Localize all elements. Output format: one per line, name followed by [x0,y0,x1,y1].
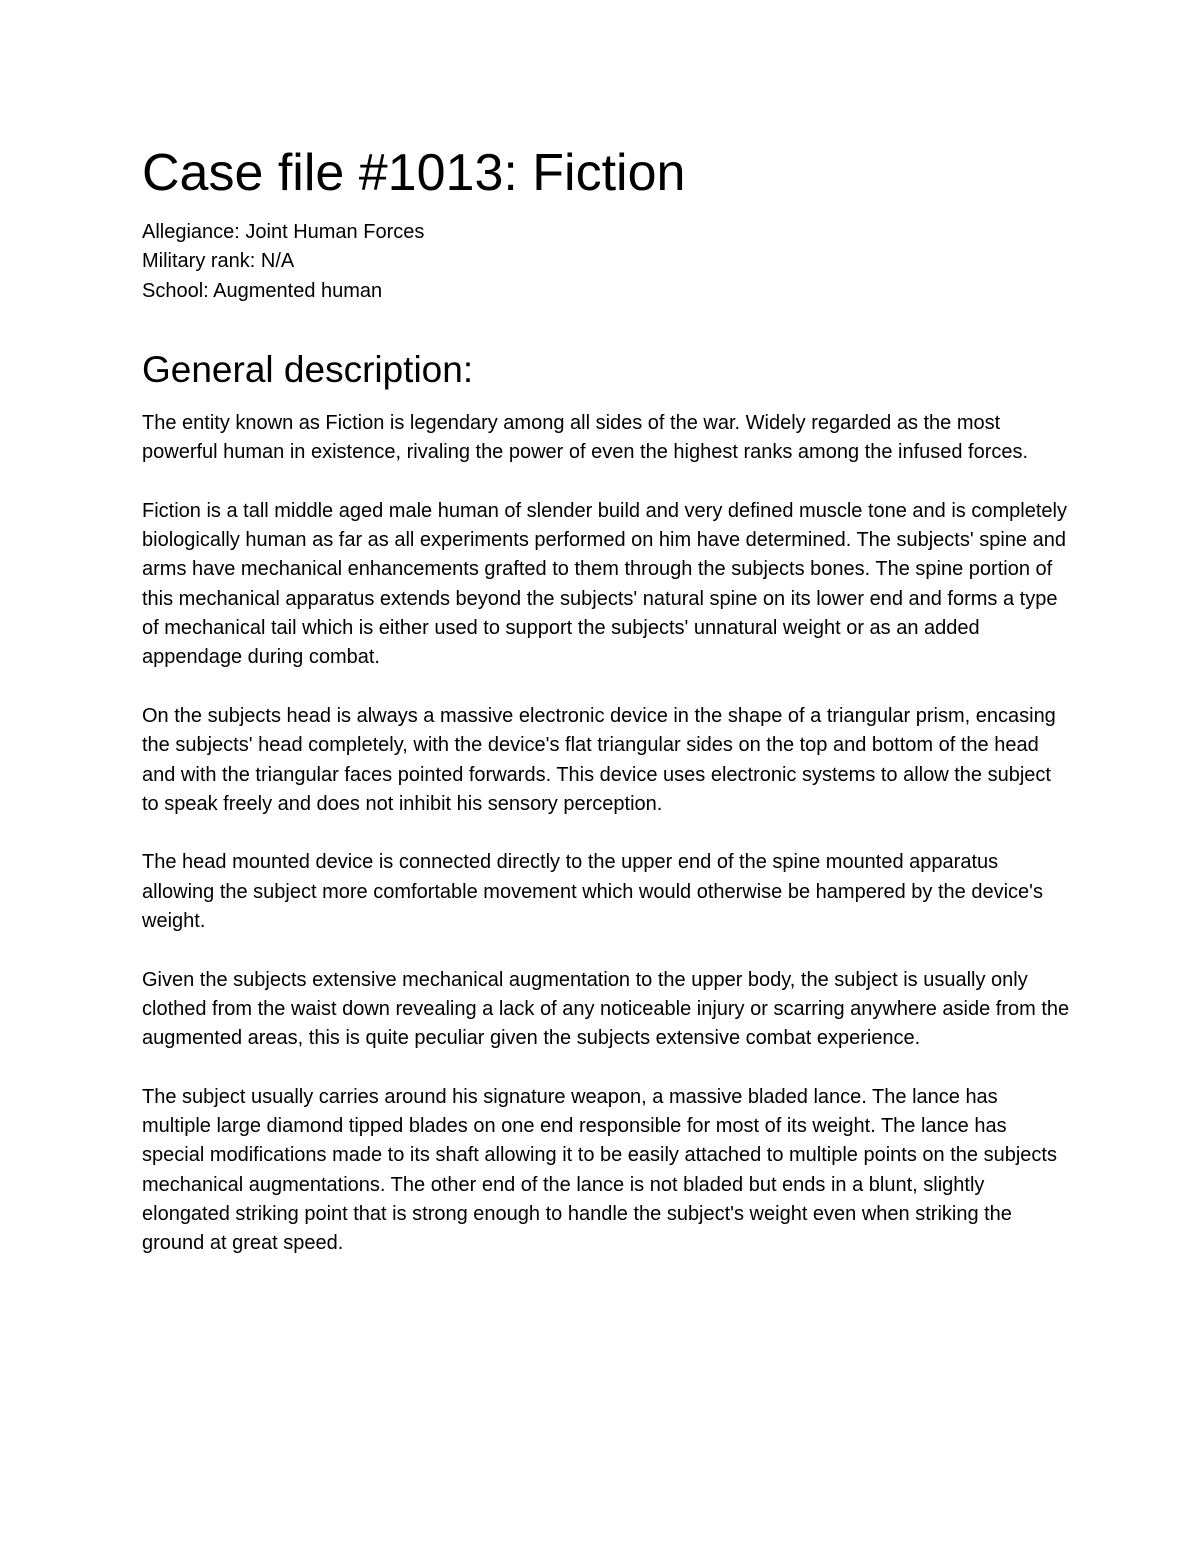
meta-allegiance: Allegiance: Joint Human Forces [142,221,425,243]
paragraph-5: Given the subjects extensive mechanical augmentation to the upper body, the subject is usually only clothed from the waist down revealing a lack of any noticeable injury or scarring anywhere aside from the augmented areas, this is quite peculiar given the subjects extensive combat experience. [142,968,1070,1050]
paragraph-2: Fiction is a tall middle aged male human of slender build and very defined muscle tone and is completely biologically human as far as all experiments performed on him have determined. The subjects' spine and arms have mechanical enhancements grafted to them through the subjects bones. The spine portion of this mechanical apparatus extends beyond the subjects' natural spine on its lower end and forms a type of mechanical tail which is either used to support the subjects' unnatural weight or as an added appendage during combat. [142,499,1067,669]
meta-military-rank: Military rank: N/A [142,250,295,273]
paragraph-3: On the subjects head is always a massive electronic device in the shape of a triangular prism, encasing the subjects' head completely, with the device's flat triangular sides on the top and bottom of the head and with the triangular faces pointed forwards. This device uses electronic systems to allow the subject to speak freely and does not inhibit his sensory perception. [142,704,1056,815]
paragraph-1: The entity known as Fiction is legendary among all sides of the war. Widely regarded as the most powerful human in existence, rivaling the power of even the highest ranks among the infused forces. [142,412,1029,464]
case-metadata [142,218,424,306]
page-title: Case file #1013: Fiction [142,144,686,202]
paragraph-4: The head mounted device is connected directly to the upper end of the spine mounted apparatus allowing the subject more comfortable movement which would otherwise be hampered by the device's weight. [142,851,1043,933]
document-body [142,409,1072,1288]
paragraph-6: The subject usually carries around his signature weapon, a massive bladed lance. The lance has multiple large diamond tipped blades on one end responsible for most of its weight. The lance has special modifications made to its shaft allowing it to be easily attached to multiple points on the subjects mechanical augmentations. The other end of the lance is not bladed but ends in a blunt, slightly elongated striking point that is strong enough to handle the subject's weight even when striking the ground at great speed. [142,1085,1057,1255]
meta-school: School: Augmented human [142,279,383,302]
section-heading: General description: [142,349,474,390]
